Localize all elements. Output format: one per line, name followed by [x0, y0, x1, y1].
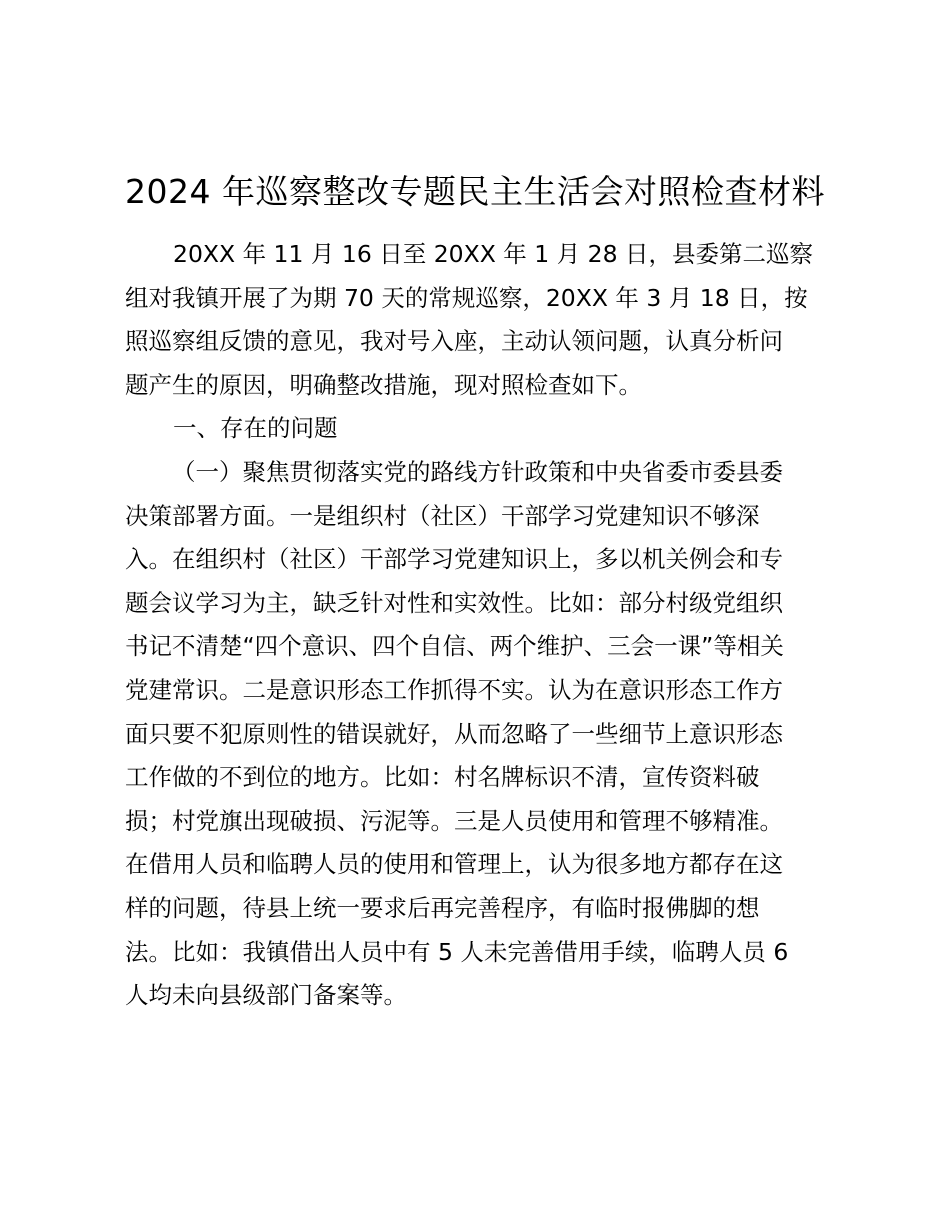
body-line: 人均未向县级部门备案等。: [125, 981, 407, 1010]
body-line: 损；村党旗出现破损、污泥等。三是人员使用和管理不够精准。: [125, 806, 783, 835]
body-line: 照巡察组反馈的意见，我对号入座，主动认领问题，认真分析问: [125, 327, 783, 356]
body-line: 法。比如：我镇借出人员中有 5 人未完善借用手续，临聘人员 6: [125, 937, 789, 966]
body-line: 面只要不犯原则性的错误就好，从而忽略了一些细节上意识形态: [125, 719, 783, 748]
body-line: 在借用人员和临聘人员的使用和管理上，认为很多地方都存在这: [125, 850, 783, 879]
body-line: 题产生的原因，明确整改措施，现对照检查如下。: [125, 370, 642, 399]
body-line: 工作做的不到位的地方。比如：村名牌标识不清，宣传资料破: [125, 763, 760, 792]
body-line: 组对我镇开展了为期 70 天的常规巡察，20XX 年 3 月 18 日，按: [125, 283, 808, 312]
body-line: 入。在组织村（社区）干部学习党建知识上，多以机关例会和专: [125, 545, 783, 574]
document-title: 2024 年巡察整改专题民主生活会对照检查材料: [125, 172, 825, 211]
document-body: [125, 233, 825, 1018]
body-line: 题会议学习为主，缺乏针对性和实效性。比如：部分村级党组织: [125, 588, 783, 617]
body-line: 党建常识。二是意识形态工作抓得不实。认为在意识形态工作方: [125, 675, 783, 704]
body-line: 书记不清楚“四个意识、四个自信、两个维护、三会一课”等相关: [125, 632, 784, 661]
body-line: 20XX 年 11 月 16 日至 20XX 年 1 月 28 日，县委第二巡察: [173, 240, 814, 268]
body-line: （一）聚焦贯彻落实党的路线方针政策和中央省委市委县委: [172, 457, 783, 486]
section-heading: 一、存在的问题: [173, 414, 338, 443]
body-line: 样的问题，待县上统一要求后再完善程序，有临时报佛脚的想: [125, 893, 760, 922]
body-line: 决策部署方面。一是组织村（社区）干部学习党建知识不够深: [125, 501, 760, 530]
